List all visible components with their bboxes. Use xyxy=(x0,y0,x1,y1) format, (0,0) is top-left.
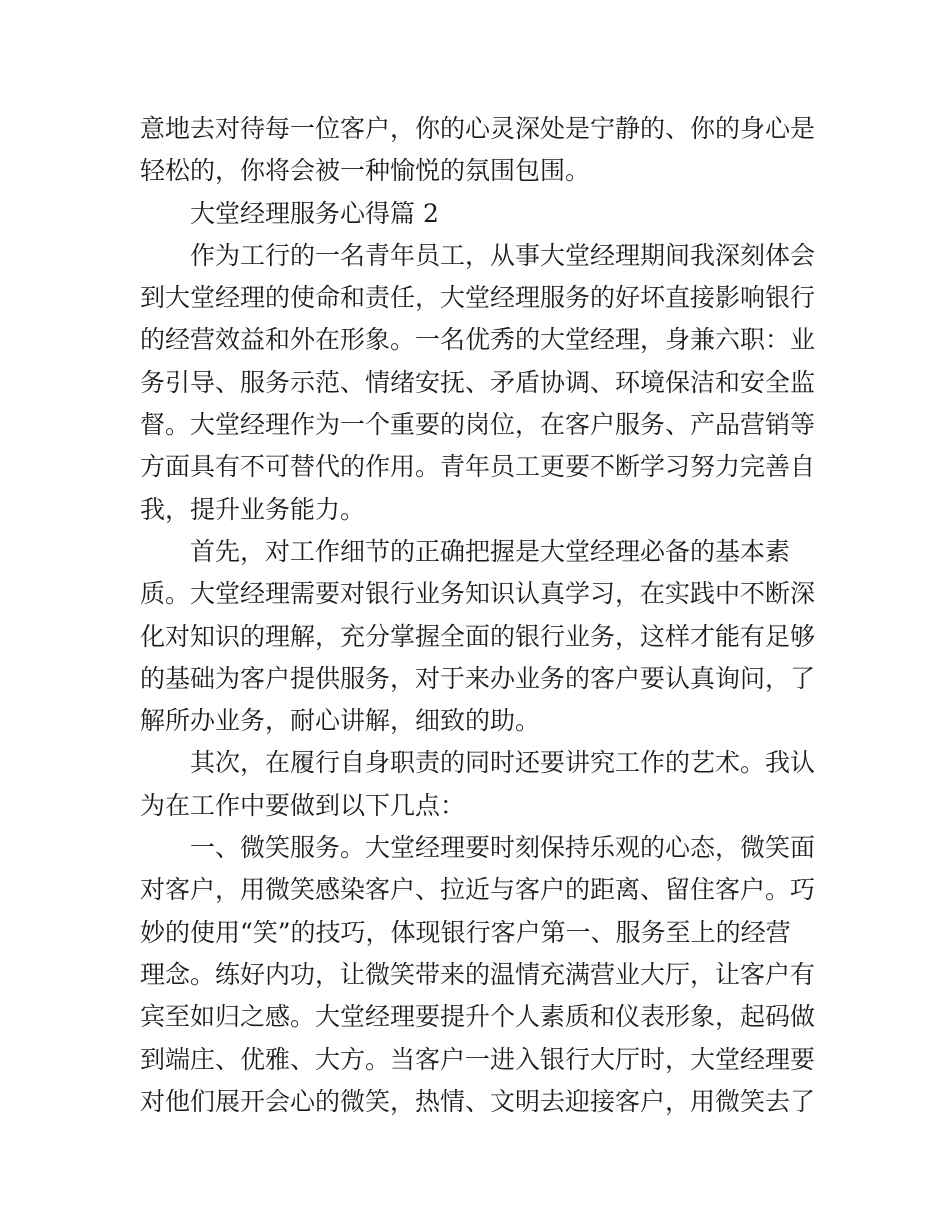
text-line: 督。大堂经理作为一个重要的岗位，在客户服务、产品营销等 xyxy=(140,410,816,440)
text-line: 质。大堂经理需要对银行业务知识认真学习，在实践中不断深 xyxy=(140,579,816,609)
text-line: 化对知识的理解，充分掌握全面的银行业务，这样才能有足够 xyxy=(140,621,816,651)
text-line: 意地去对待每一位客户，你的心灵深处是宁静的、你的身心是 xyxy=(140,114,816,143)
text-line: 首先，对工作细节的正确把握是大堂经理必备的基本素 xyxy=(190,536,791,566)
text-line: 的基础为客户提供服务，对于来办业务的客户要认真询问，了 xyxy=(140,663,816,693)
text-line: 对他们展开会心的微笑，热情、文明去迎接客户，用微笑去了 xyxy=(140,1086,816,1116)
text-line: 宾至如归之感。大堂经理要提升个人素质和仪表形象，起码做 xyxy=(140,1002,816,1032)
text-line: 务引导、服务示范、情绪安抚、矛盾协调、环境保洁和安全监 xyxy=(140,367,816,397)
text-line: 一、微笑服务。大堂经理要时刻保持乐观的心态，微笑面 xyxy=(190,833,816,863)
text-line: 妙的使用“笑”的技巧，体现银行客户第一、服务至上的经营 xyxy=(140,917,791,947)
document-body xyxy=(140,108,816,1123)
text-line: 方面具有不可替代的作用。青年员工更要不断学习努力完善自 xyxy=(140,452,816,482)
text-line: 到端庄、优雅、大方。当客户一进入银行大厅时，大堂经理要 xyxy=(140,1044,816,1074)
text-line: 到大堂经理的使命和责任，大堂经理服务的好坏直接影响银行 xyxy=(140,283,816,313)
text-line: 其次，在履行自身职责的同时还要讲究工作的艺术。我认 xyxy=(190,748,816,778)
text-line: 理念。练好内功，让微笑带来的温情充满营业大厅，让客户有 xyxy=(140,959,816,989)
text-line: 对客户，用微笑感染客户、拉近与客户的距离、留住客户。巧 xyxy=(140,875,816,905)
text-line: 我，提升业务能力。 xyxy=(140,494,366,524)
text-line: 作为工行的一名青年员工，从事大堂经理期间我深刻体会 xyxy=(190,240,816,270)
section-heading: 大堂经理服务心得篇 2 xyxy=(190,198,439,228)
text-line: 解所办业务，耐心讲解，细致的助。 xyxy=(140,706,541,736)
text-line: 的经营效益和外在形象。一名优秀的大堂经理，身兼六职：业 xyxy=(140,325,816,355)
text-line: 为在工作中要做到以下几点： xyxy=(140,790,466,820)
text-line: 轻松的，你将会被一种愉悦的氛围包围。 xyxy=(140,156,591,186)
